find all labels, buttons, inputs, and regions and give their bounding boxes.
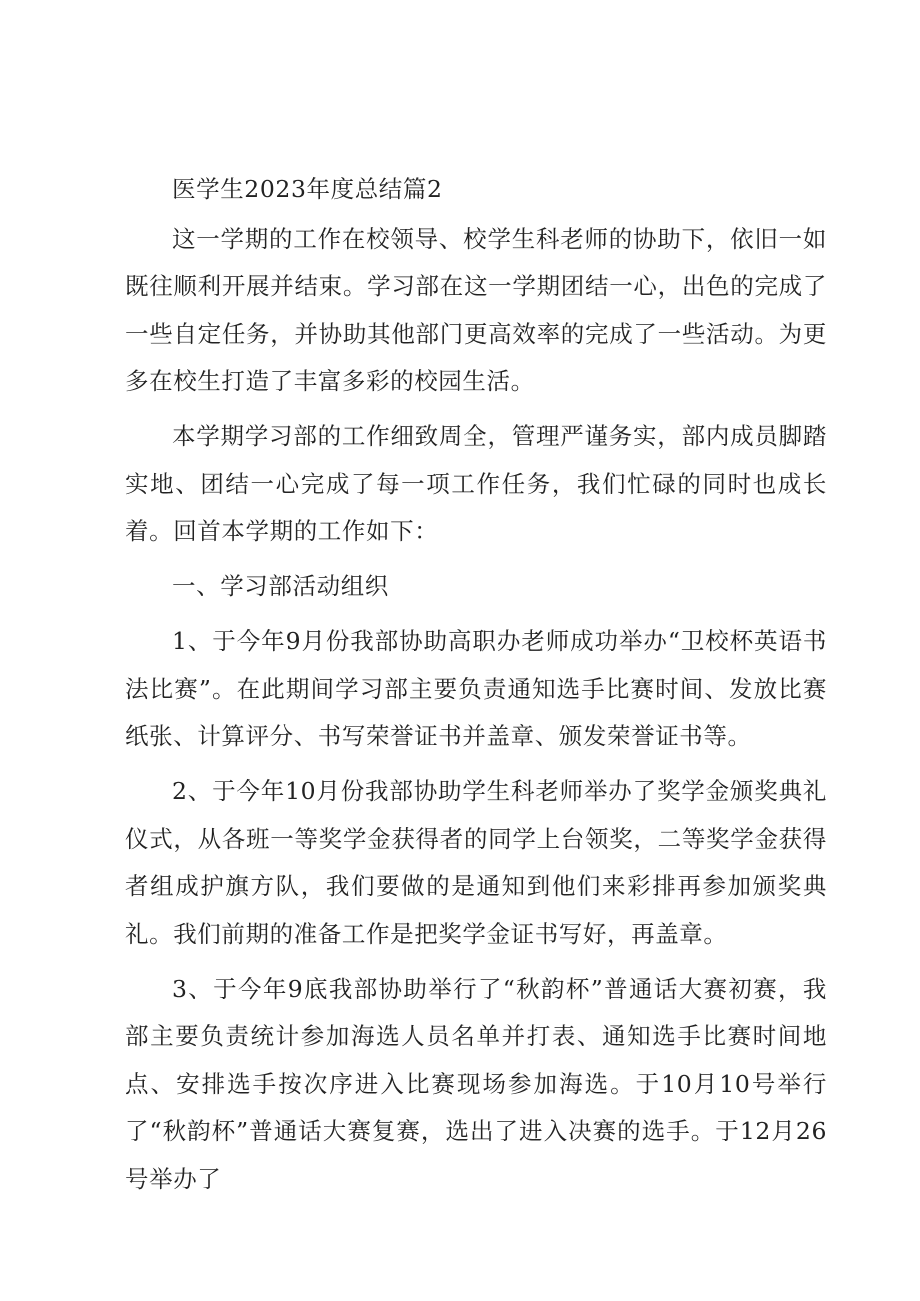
paragraph-item-3: 3、于今年9底我部协助举行了“秋韵杯”普通话大赛初赛，我部主要负责统计参加海选人员名单并打表、通知选手比赛时间地点、安排选手按次序进入比赛现场参加海选。于10月10号举行了“秋韵杯”普通话大赛复赛，选出了进入决赛的选手。于12月26号举办了 (125, 974, 827, 1193)
paragraph-overview: 本学期学习部的工作细致周全，管理严谨务实，部内成员脚踏实地、团结一心完成了每一项工作任务，我们忙碌的同时也成长着。回首本学期的工作如下： (125, 422, 827, 545)
section-heading-activities: 一、学习部活动组织 (172, 572, 389, 600)
paragraph-item-2: 2、于今年10月份我部协助学生科老师举办了奖学金颁奖典礼仪式，从各班一等奖学金获得者的同学上台领奖，二等奖学金获得者组成护旗方队，我们要做的是通知到他们来彩排再参加颁奖典礼。我们前期的准备工作是把奖学金证书写好，再盖章。 (125, 777, 827, 948)
paragraph-item-1: 1、于今年9月份我部协助高职办老师成功举办“卫校杯英语书法比赛”。在此期间学习部主要负责通知选手比赛时间、发放比赛纸张、计算评分、书写荣誉证书并盖章、颁发荣誉证书等。 (125, 627, 827, 750)
paragraph-intro: 这一学期的工作在校领导、校学生科老师的协助下，依旧一如既往顺利开展并结束。学习部在这一学期团结一心，出色的完成了一些自定任务，并协助其他部门更高效率的完成了一些活动。为更多在校生打造了丰富多彩的校园生活。 (125, 224, 827, 395)
document-body (125, 166, 827, 1211)
document-title: 医学生2023年度总结篇2 (172, 175, 443, 203)
